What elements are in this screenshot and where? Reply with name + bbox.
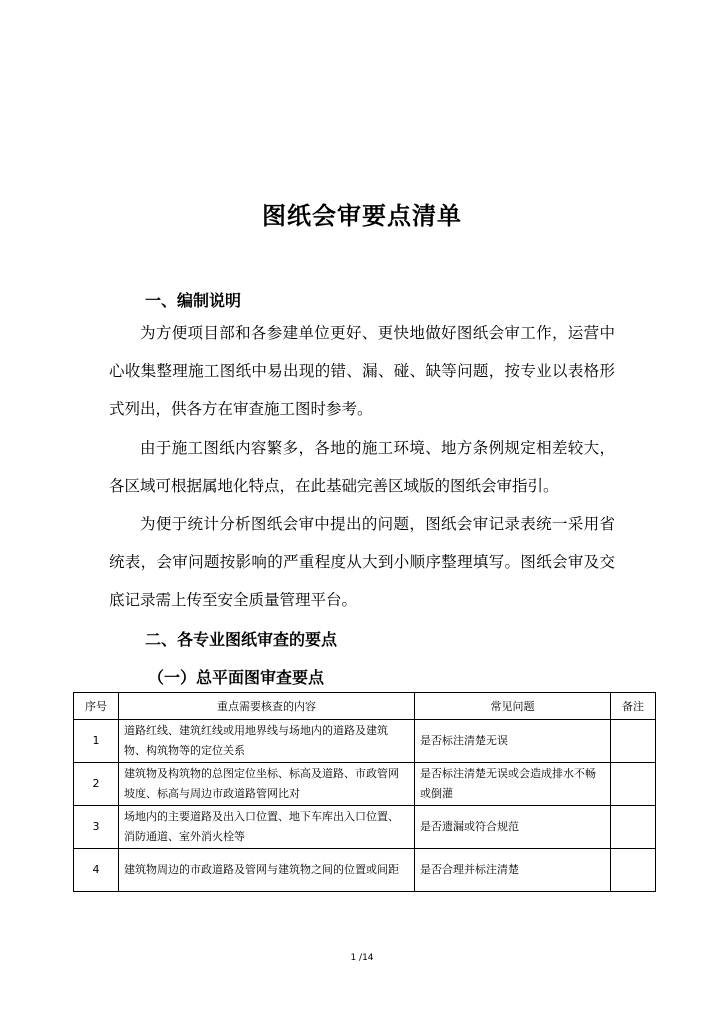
row-issue: 是否标注清楚无误 [415, 720, 611, 763]
table-header-row [74, 693, 656, 720]
paragraph-regional-adaptation: 由于施工图纸内容繁多，各地的施工环境、地方条例规定相差较大，各区域可根据属地化特点，在此基础完善区域版的图纸会审指引。 [109, 439, 615, 495]
header-check-content: 重点需要核查的内容 [119, 693, 415, 720]
table-row [74, 720, 656, 763]
row-remark [611, 849, 656, 892]
section-heading-preparation-notes: 一、编制说明 [145, 291, 242, 310]
page-number: 1 /14 [350, 953, 374, 963]
table-row [74, 763, 656, 806]
site-plan-review-table [73, 692, 656, 892]
header-remarks: 备注 [611, 693, 656, 720]
table-row [74, 849, 656, 892]
row-number: 1 [74, 720, 119, 763]
page-title: 图纸会审要点清单 [262, 202, 462, 230]
section-heading-review-points: 二、各专业图纸审查的要点 [145, 630, 338, 649]
row-remark [611, 806, 656, 849]
row-issue: 是否遗漏或符合规范 [415, 806, 611, 849]
row-content: 道路红线、建筑红线或用地界线与场地内的道路及建筑物、构筑物等的定位关系 [119, 720, 415, 763]
header-common-issues: 常见问题 [415, 693, 611, 720]
row-issue: 是否标注清楚无误或会造成排水不畅或倒灌 [415, 763, 611, 806]
row-number: 3 [74, 806, 119, 849]
row-number: 4 [74, 849, 119, 892]
row-remark [611, 720, 656, 763]
row-number: 2 [74, 763, 119, 806]
paragraph-record-form: 为便于统计分析图纸会审中提出的问题，图纸会审记录表统一采用省统表，会审问题按影响的严重程度从大到小顺序整理填写。图纸会审及交底记录需上传至安全质量管理平台。 [109, 515, 615, 609]
row-issue: 是否合理并标注清楚 [415, 849, 611, 892]
paragraph-purpose: 为方便项目部和各参建单位更好、更快地做好图纸会审工作，运营中心收集整理施工图纸中易出现的错、漏、碰、缺等问题，按专业以表格形式列出，供各方在审查施工图时参考。 [109, 324, 615, 418]
subsection-heading-site-plan: （一）总平面图审查要点 [148, 668, 325, 687]
row-content: 建筑物及构筑物的总图定位坐标、标高及道路、市政管网坡度、标高与周边市政道路管网比对 [119, 763, 415, 806]
row-content: 建筑物周边的市政道路及管网与建筑物之间的位置或间距 [119, 849, 415, 892]
table-row [74, 806, 656, 849]
row-content: 场地内的主要道路及出入口位置、地下车库出入口位置、消防通道、室外消火栓等 [119, 806, 415, 849]
header-serial-number: 序号 [74, 693, 119, 720]
row-remark [611, 763, 656, 806]
